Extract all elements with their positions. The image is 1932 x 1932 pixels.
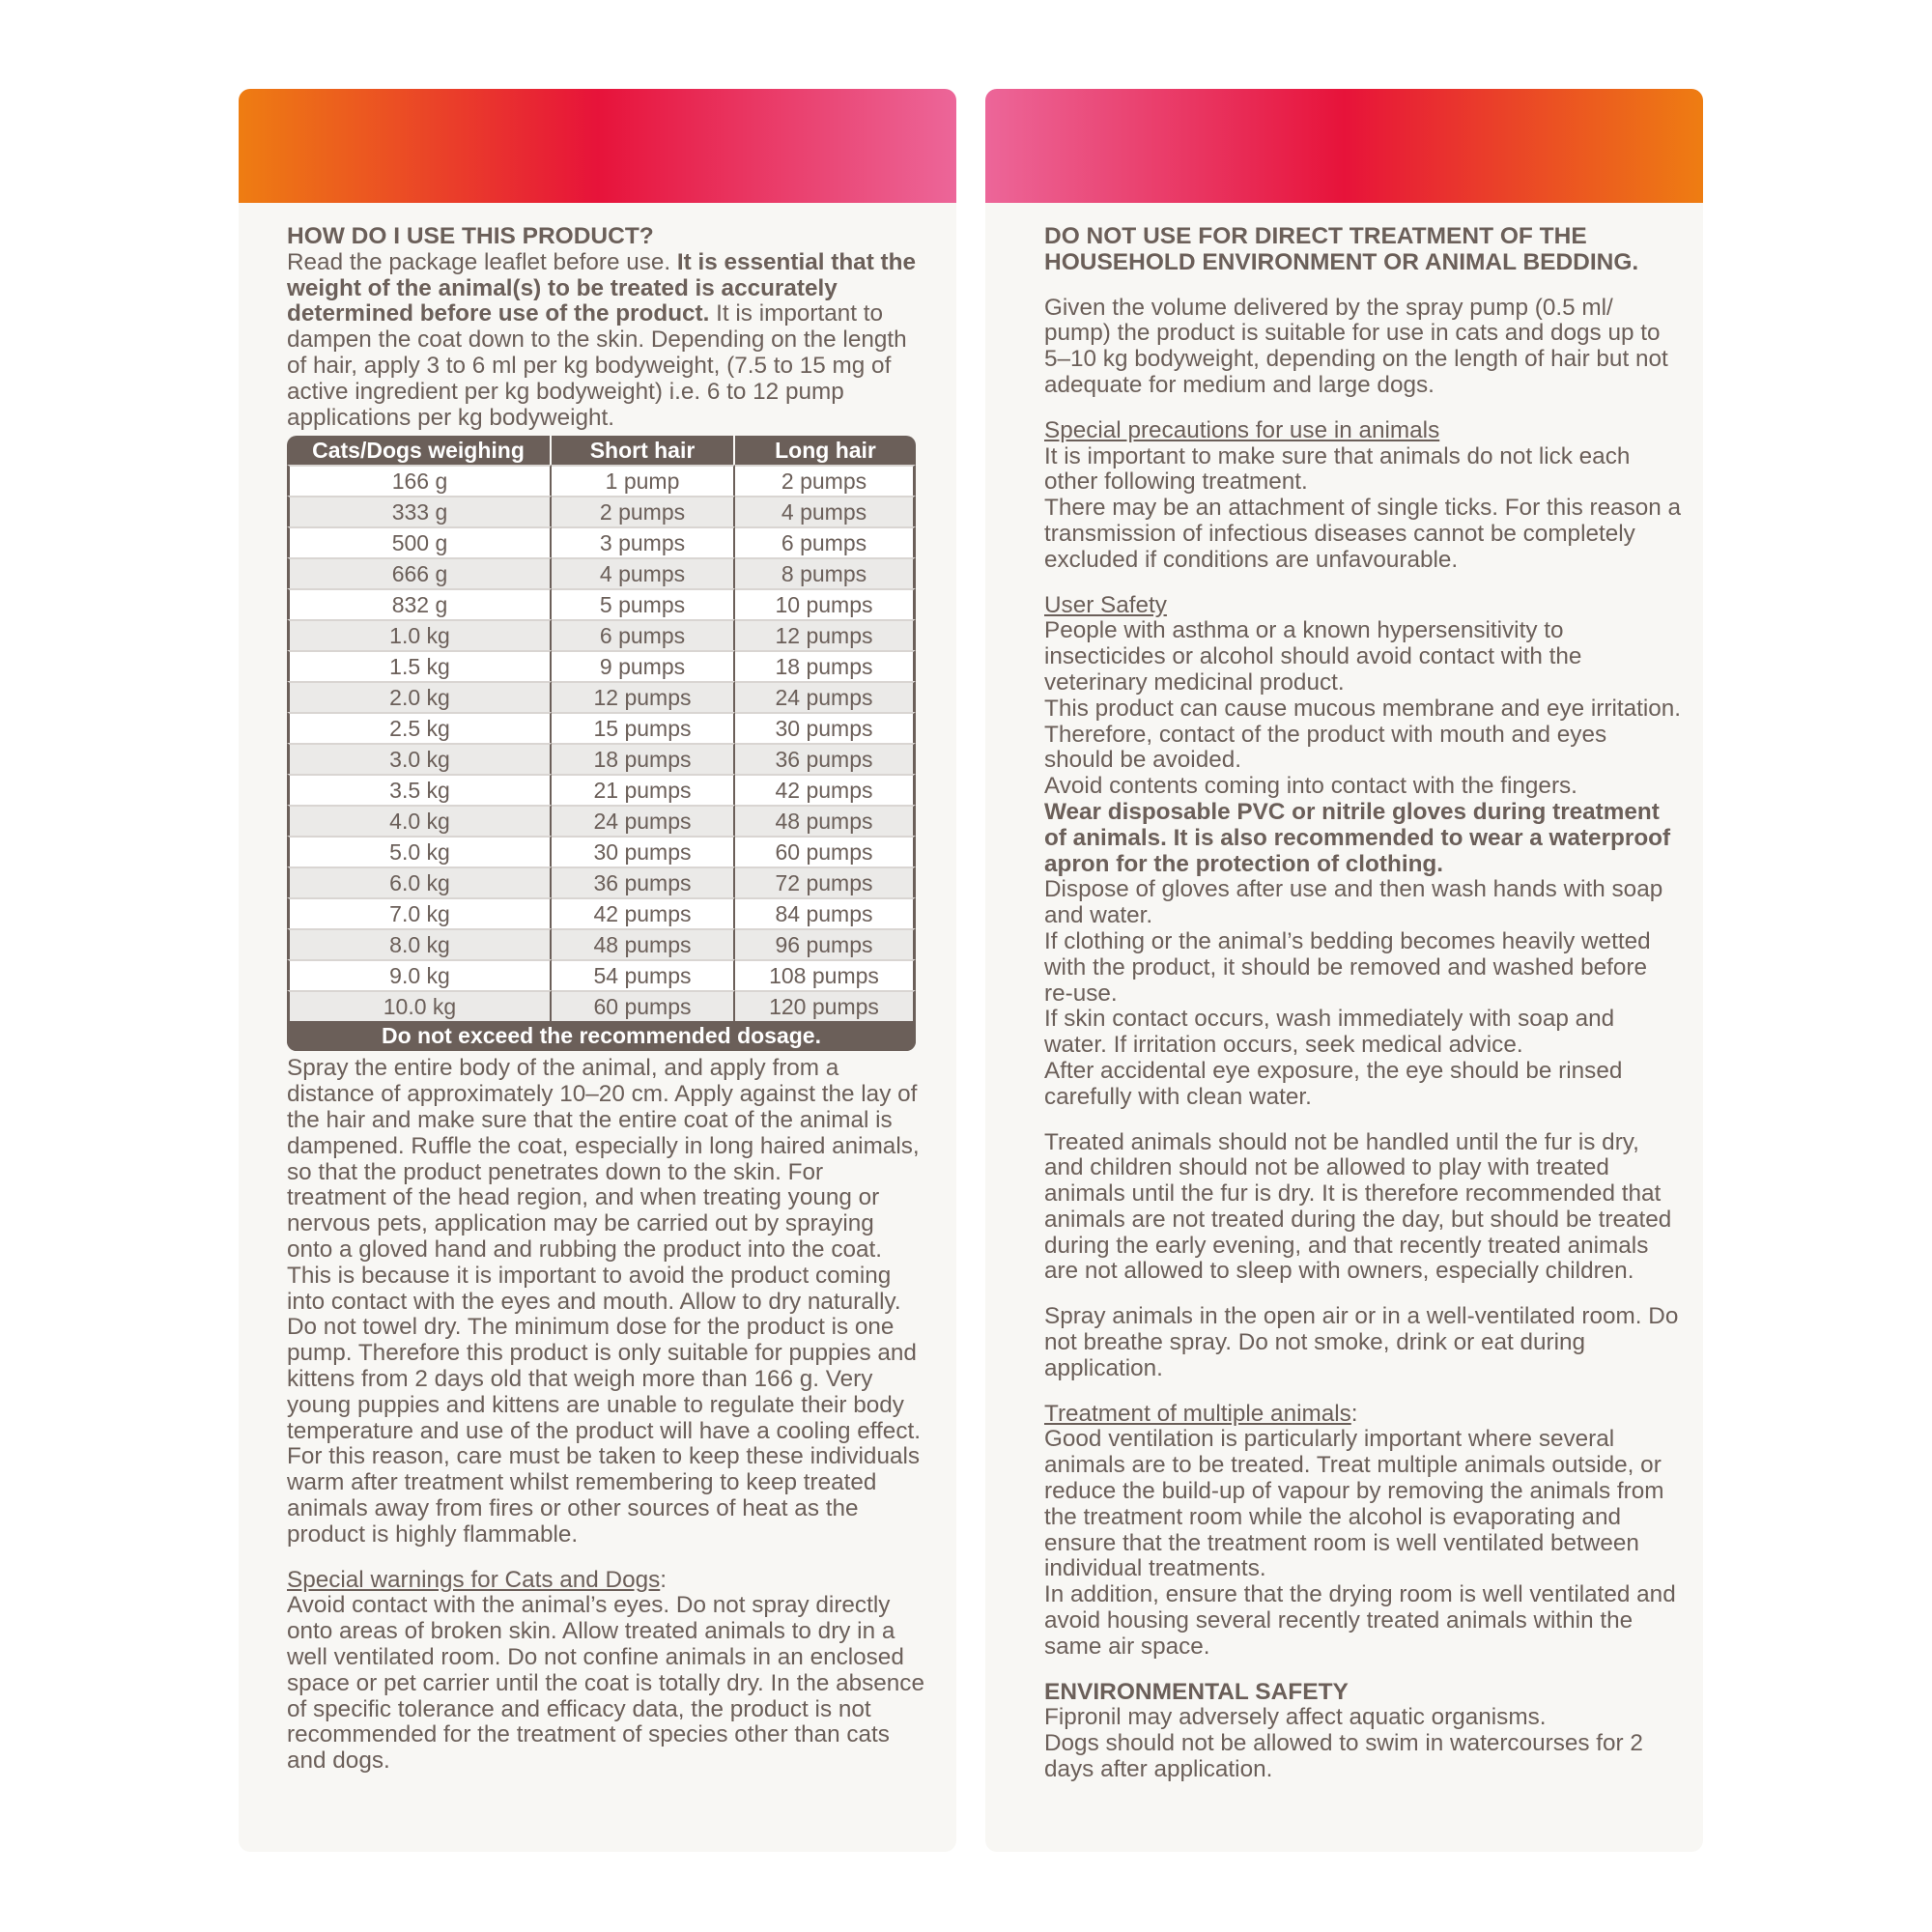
user-safety-heading: User Safety (1044, 591, 1167, 618)
environmental-text-1: Fipronil may adversely affect aquatic organisms. (1044, 1704, 1547, 1731)
cell-short-hair: 3 pumps (552, 526, 735, 557)
cell-short-hair: 24 pumps (552, 805, 735, 836)
table-row (287, 465, 916, 496)
warnings-heading: Special warnings for Cats and Dogs (287, 1566, 661, 1593)
cell-weight: 333 g (287, 496, 552, 526)
usage-heading: HOW DO I USE THIS PRODUCT? (287, 223, 654, 249)
warnings-heading-line (287, 1568, 924, 1594)
table-row (287, 836, 916, 867)
safety-text-2: This product can cause mucous membrane and eye irritation. Therefore, contact of the product with mouth and eyes should be avoided. (1044, 695, 1682, 774)
safety-text-4: Dispose of gloves after use and then wash hands with soap and water. (1044, 876, 1663, 929)
cell-short-hair: 48 pumps (552, 928, 735, 959)
table-row (287, 526, 916, 557)
right-gradient-band (985, 89, 1703, 203)
cell-weight: 9.0 kg (287, 959, 552, 990)
precautions-text-2: There may be an attachment of single ticks. For this reason a transmission of infectious diseases cannot be completely excluded if conditions are unfavourable. (1044, 495, 1682, 573)
volume-text: Given the volume delivered by the spray pump (0.5 ml/ pump) the product is suitable for use in cats and dogs up to 5–10 kg bodyweight, depending on the length of hair but not adequate for medium and large dogs. (1044, 294, 1668, 398)
multiple-colon: : (1350, 1400, 1358, 1427)
cell-weight: 10.0 kg (287, 990, 552, 1021)
precautions-text-1: It is important to make sure that animals do not lick each other following treatment. (1044, 442, 1631, 496)
safety-bold-text (1044, 800, 1682, 877)
cell-short-hair: 2 pumps (552, 496, 735, 526)
cell-long-hair: 36 pumps (735, 743, 916, 774)
table-footer-row (287, 1021, 916, 1051)
cell-long-hair: 24 pumps (735, 681, 916, 712)
warnings-colon: : (660, 1566, 668, 1593)
cell-weight: 2.5 kg (287, 712, 552, 743)
intro-text-2: It is important to dampen the coat down to the skin. Depending on the length of hair, apply 3 to 6 ml per kg bodyweight, (7.5 to 15 mg of active ingredient per kg bodyweight) i.e. 6 to 12 pump applications per kg bodyweight. (287, 300, 907, 431)
dosage-table-header (287, 436, 916, 465)
intro-text-1: Read the package leaflet before use. (287, 248, 677, 275)
handling-text: Treated animals should not be handled until the fur is dry, and children should not be allowed to play with treated animals until the fur is dry. It is therefore recommended that animals are not treated during the day, but should be treated during the early evening, and that recently treated animals are not allowed to sleep with owners, especially children. (1044, 1128, 1672, 1285)
cell-long-hair: 96 pumps (735, 928, 916, 959)
cell-long-hair: 108 pumps (735, 959, 916, 990)
table-row (287, 990, 916, 1021)
intro-bold-text: It is essential that the weight of the animal(s) to be treated is accurately determined before use of the product. (287, 248, 916, 327)
cell-weight: 3.5 kg (287, 774, 552, 805)
cell-long-hair: 120 pumps (735, 990, 916, 1021)
cell-long-hair: 72 pumps (735, 867, 916, 897)
cell-short-hair: 15 pumps (552, 712, 735, 743)
cell-weight: 832 g (287, 588, 552, 619)
cell-long-hair: 2 pumps (735, 465, 916, 496)
cell-weight: 7.0 kg (287, 897, 552, 928)
cell-weight: 5.0 kg (287, 836, 552, 867)
cell-weight: 666 g (287, 557, 552, 588)
dosage-table (287, 436, 916, 1051)
table-row (287, 496, 916, 526)
cell-weight: 166 g (287, 465, 552, 496)
cell-short-hair: 42 pumps (552, 897, 735, 928)
table-row (287, 588, 916, 619)
cell-short-hair: 54 pumps (552, 959, 735, 990)
table-row (287, 681, 916, 712)
table-row (287, 959, 916, 990)
safety-text-1: People with asthma or a known hypersensitivity to insecticides or alcohol should avoid contact with the veterinary medicinal product. (1044, 617, 1582, 696)
cell-long-hair: 42 pumps (735, 774, 916, 805)
cell-long-hair: 60 pumps (735, 836, 916, 867)
multiple-text-2: In addition, ensure that the drying room is well ventilated and avoid housing several recently treated animals within the same air space. (1044, 1581, 1676, 1660)
table-row (287, 805, 916, 836)
table-row (287, 867, 916, 897)
table-row (287, 712, 916, 743)
cell-weight: 3.0 kg (287, 743, 552, 774)
spray-instructions: Spray the entire body of the animal, and apply from a distance of approximately 10–20 cm. Apply against the lay of the hair and make sure that the entire coat of the animal is dampened. Ruffle the coat, especially in long haired animals, so that the product penetrates down to the skin. For treatment of the head region, and when treating young or nervous pets, application may be carried out by spraying onto a gloved hand and rubbing the product into the coat. This is because it is important to avoid the product coming into contact with the eyes and mouth. Allow to dry naturally. Do not towel dry. The minimum dose for the product is one pump. Therefore this product is only suitable for puppies and kittens from 2 days old that weigh more than 166 g. Very young puppies and kittens are unable to regulate their body temperature and use of the product will have a cooling effect. For this reason, care must be taken to keep these individuals warm after treatment whilst remembering to keep treated animals away from fires or other sources of heat as the product is highly flammable. (287, 1055, 921, 1548)
table-row (287, 774, 916, 805)
cell-long-hair: 84 pumps (735, 897, 916, 928)
warnings-text: Avoid contact with the animal’s eyes. Do not spray directly onto areas of broken skin. Allow treated animals to dry in a well ventilated room. Do not confine animals in an enclosed space or pet carrier until the coat is totally dry. In the absence of specific tolerance and efficacy data, the product is not recommended for the treatment of species other than cats and dogs. (287, 1592, 924, 1775)
table-row (287, 743, 916, 774)
table-row (287, 928, 916, 959)
cell-short-hair: 4 pumps (552, 557, 735, 588)
environmental-text-2: Dogs should not be allowed to swim in watercourses for 2 days after application. (1044, 1730, 1643, 1783)
dosage-footer-note: Do not exceed the recommended dosage. (287, 1021, 916, 1051)
cell-short-hair: 30 pumps (552, 836, 735, 867)
gloves-warning: Wear disposable PVC or nitrile gloves during treatment of animals. It is also recommended to wear a waterproof apron for the protection of clothing. (1044, 798, 1671, 877)
table-row (287, 557, 916, 588)
cell-weight: 1.5 kg (287, 650, 552, 681)
cell-long-hair: 4 pumps (735, 496, 916, 526)
environmental-safety-heading: ENVIRONMENTAL SAFETY (1044, 1678, 1349, 1705)
cell-weight: 1.0 kg (287, 619, 552, 650)
safety-text-7: After accidental eye exposure, the eye should be rinsed carefully with clean water. (1044, 1057, 1623, 1110)
cell-long-hair: 10 pumps (735, 588, 916, 619)
safety-text-6: If skin contact occurs, wash immediately with soap and water. If irritation occurs, seek medical advice. (1044, 1006, 1615, 1059)
cell-weight: 6.0 kg (287, 867, 552, 897)
right-content (1044, 224, 1682, 1783)
cell-short-hair: 9 pumps (552, 650, 735, 681)
col-header-long-hair: Long hair (775, 437, 876, 463)
cell-short-hair: 36 pumps (552, 867, 735, 897)
cell-weight: 4.0 kg (287, 805, 552, 836)
left-content (287, 224, 924, 1775)
cell-short-hair: 5 pumps (552, 588, 735, 619)
cell-long-hair: 8 pumps (735, 557, 916, 588)
cell-short-hair: 1 pump (552, 465, 735, 496)
cell-short-hair: 21 pumps (552, 774, 735, 805)
multiple-text-1: Good ventilation is particularly important where several animals are to be treated. Treat multiple animals outside, or reduce the build-up of vapour by removing the animals from the treatment room while the alcohol is evaporating and ensure that the treatment room is well ventilated between individual treatments. (1044, 1426, 1664, 1582)
cell-long-hair: 12 pumps (735, 619, 916, 650)
left-panel (239, 89, 956, 1852)
left-gradient-band (239, 89, 956, 203)
cell-long-hair: 48 pumps (735, 805, 916, 836)
safety-text-3: Avoid contents coming into contact with the fingers. (1044, 773, 1577, 800)
cell-long-hair: 6 pumps (735, 526, 916, 557)
table-row (287, 650, 916, 681)
multiple-animals-heading: Treatment of multiple animals (1044, 1400, 1351, 1427)
right-panel (985, 89, 1703, 1852)
col-header-short-hair: Short hair (552, 436, 735, 465)
table-row (287, 619, 916, 650)
safety-text-5: If clothing or the animal’s bedding becomes heavily wetted with the product, it should be removed and washed before re-use. (1044, 927, 1651, 1007)
cell-short-hair: 18 pumps (552, 743, 735, 774)
household-warning-heading: DO NOT USE FOR DIRECT TREATMENT OF THE HOUSEHOLD ENVIRONMENT OR ANIMAL BEDDING. (1044, 223, 1639, 275)
usage-intro (287, 250, 924, 432)
cell-weight: 500 g (287, 526, 552, 557)
multiple-heading-line (1044, 1402, 1682, 1428)
dosage-table-body (287, 465, 916, 1051)
cell-weight: 2.0 kg (287, 681, 552, 712)
col-header-weight: Cats/Dogs weighing (287, 436, 552, 465)
spray-air-text: Spray animals in the open air or in a well-ventilated room. Do not breathe spray. Do not smoke, drink or eat during application. (1044, 1303, 1679, 1381)
cell-short-hair: 12 pumps (552, 681, 735, 712)
cell-long-hair: 18 pumps (735, 650, 916, 681)
cell-long-hair: 30 pumps (735, 712, 916, 743)
cell-weight: 8.0 kg (287, 928, 552, 959)
cell-short-hair: 60 pumps (552, 990, 735, 1021)
cell-short-hair: 6 pumps (552, 619, 735, 650)
precautions-heading: Special precautions for use in animals (1044, 416, 1440, 443)
table-row (287, 897, 916, 928)
